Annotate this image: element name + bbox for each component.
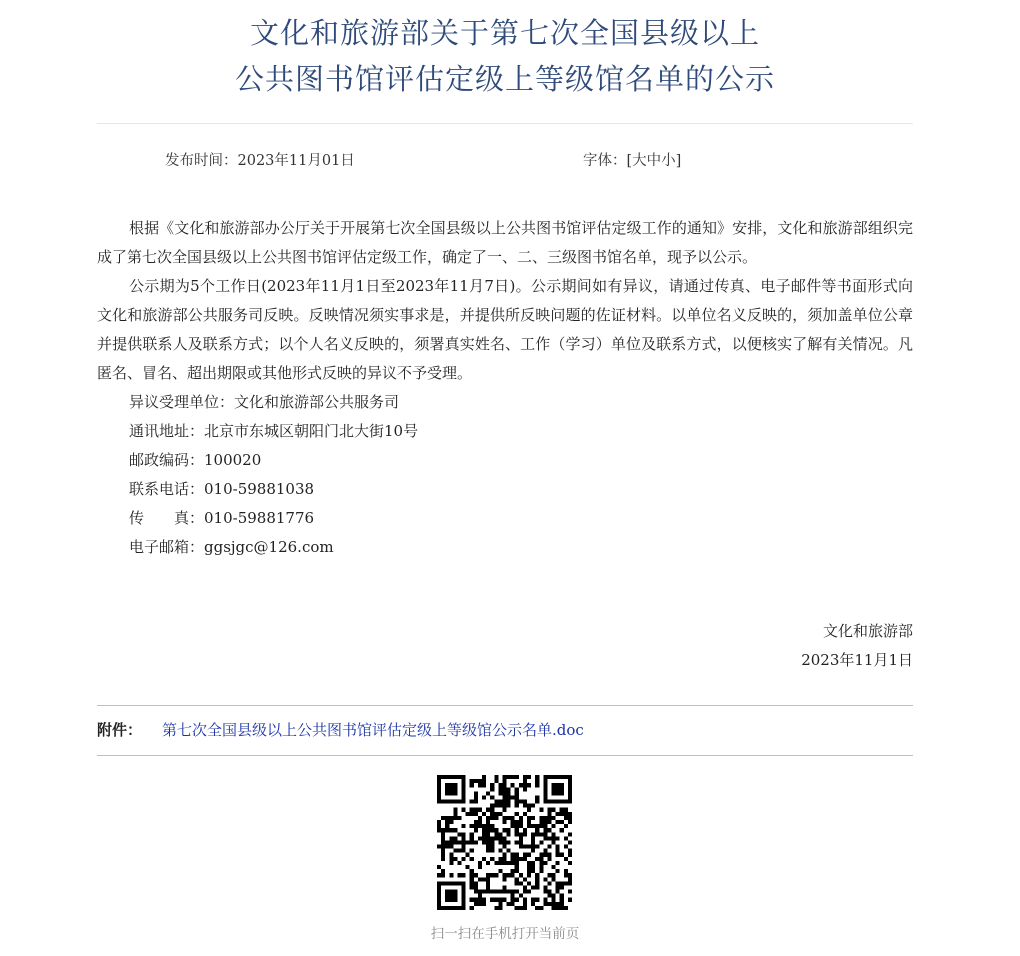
contact-fax: 传 真：010-59881776 [129, 509, 315, 527]
contact-unit: 异议受理单位：文化和旅游部公共服务司 [129, 393, 400, 411]
publish-label: 发布时间： [165, 153, 238, 169]
signature-org: 文化和旅游部 [822, 622, 913, 640]
font-size-small-button[interactable]: 小 [661, 153, 676, 169]
contact-email: 电子邮箱：ggsjgc@126.com [129, 538, 334, 556]
publish-date: 2023年11月01日 [237, 153, 355, 169]
attachment-divider-top [97, 705, 913, 706]
qr-caption: 扫一扫在手机打开当前页 [430, 926, 580, 942]
font-size-selector [583, 149, 681, 170]
contact-postcode: 邮政编码：100020 [129, 451, 262, 469]
bracket-open: [ [626, 153, 633, 169]
contact-phone: 联系电话：010-59881038 [129, 480, 315, 498]
title-line-1: 文化和旅游部关于第七次全国县级以上 [249, 16, 760, 50]
publish-info [165, 149, 355, 170]
qr-code-icon [437, 775, 572, 910]
signature-block [801, 617, 913, 675]
contact-address: 通讯地址：北京市东城区朝阳门北大街10号 [129, 422, 419, 440]
attachment-link[interactable]: 第七次全国县级以上公共图书馆评估定级上等级馆公示名单.doc [162, 721, 584, 739]
paragraph-1: 根据《文化和旅游部办公厅关于开展第七次全国县级以上公共图书馆评估定级工作的通知》安排，文化和旅游部组织完成了第七次全国县级以上公共图书馆评估定级工作，确定了一、二、三级图书馆名单，现予以公示。 [97, 219, 913, 266]
font-size-large-button[interactable]: 大 [632, 153, 647, 169]
title-divider [97, 123, 913, 124]
attachment-label: 附件： [97, 721, 143, 739]
paragraph-2: 公示期为5个工作日(2023年11月1日至2023年11月7日)。公示期间如有异议，请通过传真、电子邮件等书面形式向文化和旅游部公共服务司反映。反映情况须实事求是，并提供所反映问题的佐证材料。以单位名义反映的，须加盖单位公章并提供联系人及联系方式；以个人名义反映的，须署真实姓名、工作（学习）单位及联系方式，以便核实了解有关情况。凡匿名、冒名、超出期限或其他形式反映的异议不予受理。 [97, 277, 913, 382]
page-title [97, 10, 913, 102]
font-size-medium-button[interactable]: 中 [646, 153, 662, 169]
article-body [97, 214, 913, 562]
signature-date: 2023年11月1日 [801, 651, 913, 669]
attachment-row [97, 719, 584, 740]
bracket-close: ] [675, 153, 682, 169]
font-size-label: 字体： [583, 153, 627, 169]
title-line-2: 公共图书馆评估定级上等级馆名单的公示 [234, 62, 775, 96]
attachment-divider-bottom [97, 755, 913, 756]
